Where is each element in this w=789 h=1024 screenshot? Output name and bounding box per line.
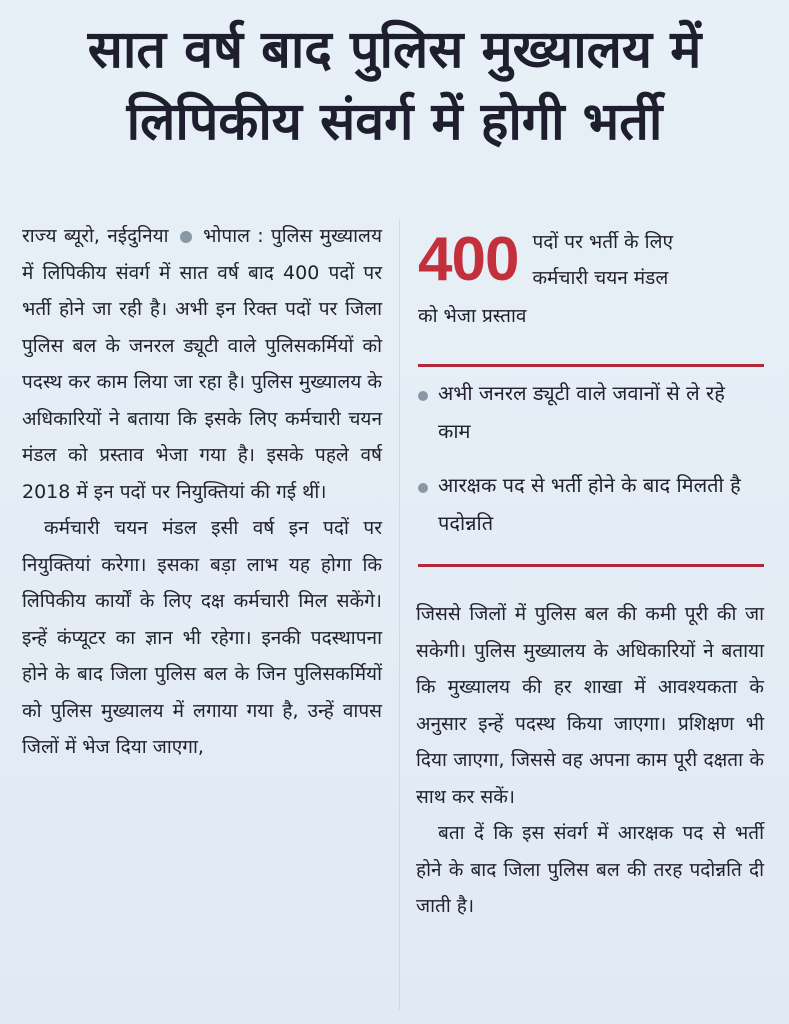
- bullet-dot-icon: [418, 483, 428, 493]
- bullet-text: आरक्षक पद से भर्ती होने के बाद मिलती है पदोन्नति: [438, 473, 741, 535]
- highlight-row: [418, 224, 763, 296]
- article-headline: [10, 14, 779, 158]
- right-para-2: बता दें कि इस संवर्ग में आरक्षक पद से भर्ती होने के बाद जिला पुलिस बल की तरह पदोन्नति दी जाती है।: [416, 822, 764, 917]
- byline-place: भोपाल :: [203, 225, 264, 247]
- left-para-1: [22, 218, 382, 510]
- bullet-text: अभी जनरल ड्यूटी वाले जवानों से ले रहे काम: [438, 381, 725, 443]
- bullet-item: [418, 466, 763, 542]
- highlight-text: [532, 224, 673, 296]
- highlight-box: [418, 224, 763, 334]
- right-column: [416, 596, 764, 925]
- left-para-2: कर्मचारी चयन मंडल इसी वर्ष इन पदों पर नियुक्तियां करेगा। इसका बड़ा लाभ यह होगा कि लिपिकीय कार्यों के लिए दक्ष कर्मचारी मिल सकेंगे। इन्हें कंप्यूटर का ज्ञान भी रहेगा। इनकी पदस्थापना होने के बाद जिला पुलिस बल के जिन पुलिसकर्मियों को पुलिस मुख्यालय में लगाया गया है, उन्हें वापस जिलों में भेज दिया जाएगा,: [22, 517, 382, 758]
- right-para-1: जिससे जिलों में पुलिस बल की कमी पूरी की जा सकेगी। पुलिस मुख्यालय के अधिकारियों ने बताया कि मुख्यालय की हर शाखा में आवश्यकता के अनुसार इन्हें पदस्थ किया जाएगा। प्रशिक्षण भी दिया जाएगा, जिससे वह अपना काम पूरी दक्षता के साथ कर सकें।: [416, 603, 764, 808]
- bullet-list: [418, 374, 763, 558]
- left-column: [22, 218, 382, 766]
- highlight-text-line-3: को भेजा प्रस्ताव: [418, 305, 527, 327]
- bullet-dot-icon: [180, 231, 192, 243]
- left-para-1-text: पुलिस मुख्यालय में लिपिकीय संवर्ग में सात वर्ष बाद 400 पदों पर भर्ती होने जा रही है। अभी इन रिक्त पदों पर जिला पुलिस बल के जनरल ड्यूटी वाले पुलिसकर्मियों को पदस्थ कर काम लिया जा रहा है। पुलिस मुख्यालय के अधिकारियों ने बताया कि इसके लिए कर्मचारी चयन मंडल को प्रस्ताव भेजा गया है। इसके पहले वर्ष 2018 में इन पदों पर नियुक्तियां की गई थीं।: [22, 225, 382, 503]
- headline-line-2: लिपिकीय संवर्ग में होगी भर्ती: [126, 92, 663, 152]
- bullet-dot-icon: [418, 391, 428, 401]
- bullet-item: [418, 374, 763, 450]
- red-rule-bottom: [418, 564, 764, 567]
- red-rule-top: [418, 364, 764, 367]
- byline-source: राज्य ब्यूरो, नईदुनिया: [22, 225, 169, 247]
- highlight-text-line-1: पदों पर भर्ती के लिए: [532, 231, 673, 253]
- highlight-text-line-2: कर्मचारी चयन मंडल: [532, 267, 669, 289]
- headline-line-1: सात वर्ष बाद पुलिस मुख्यालय में: [87, 20, 702, 80]
- highlight-number: 400: [418, 225, 519, 294]
- column-divider: [399, 220, 400, 1010]
